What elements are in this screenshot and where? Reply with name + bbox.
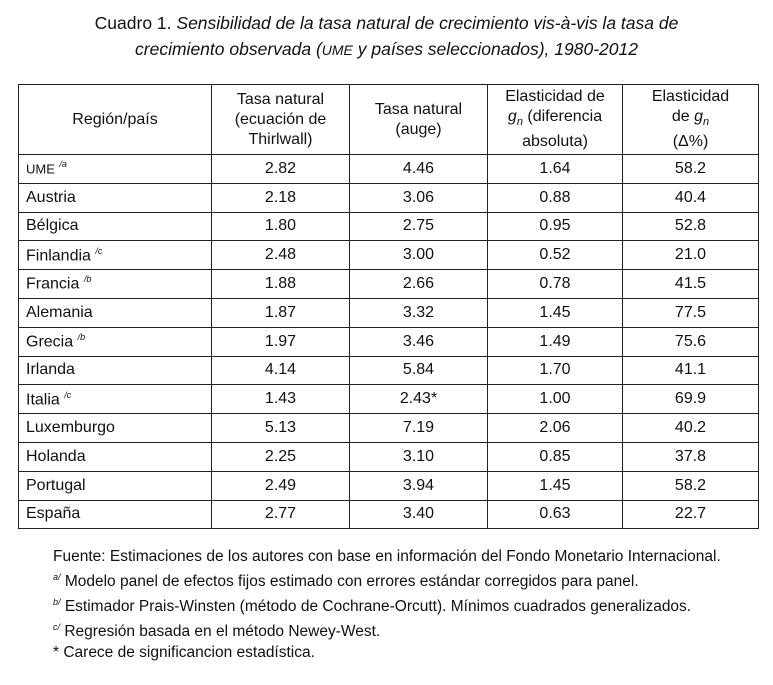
- region-cell: [19, 241, 212, 270]
- footnote-text: Modelo panel de efectos fijos estimado con errores estándar corregidos para panel.: [60, 573, 639, 591]
- footnote-text: Estimador Prais-Winsten (método de Cochrane-Orcutt). Mínimos cuadrados generalizados.: [60, 598, 692, 616]
- header-line: absoluta): [522, 133, 588, 150]
- region-name: Francia: [26, 275, 80, 293]
- header-line: (ecuación de: [234, 110, 327, 128]
- header-line: (auge): [395, 120, 442, 138]
- footnote-item: [18, 567, 754, 592]
- header-line: Elasticidad: [651, 88, 730, 105]
- caption-text-3: y países seleccionados), 1980-2012: [352, 39, 638, 59]
- value-cell-c4: 40.2: [623, 414, 759, 443]
- header-elasticidad-pct: [623, 85, 759, 155]
- table-row: [19, 298, 759, 327]
- value-cell-c1: 2.77: [212, 500, 350, 529]
- value-cell-c4: 22.7: [623, 500, 759, 529]
- value-cell-c1: 5.13: [212, 414, 350, 443]
- footnote-mark: a/: [53, 572, 61, 582]
- footnote-item: [18, 617, 754, 642]
- footnote-mark: /c: [64, 389, 72, 400]
- header-g-sub: n: [703, 116, 710, 128]
- header-text: (diferencia: [522, 108, 603, 125]
- value-cell-c4: 21.0: [623, 241, 759, 270]
- value-cell-c1: 2.48: [212, 241, 350, 270]
- header-region: Región/país: [19, 85, 212, 155]
- value-cell-c3: 1.64: [488, 155, 623, 184]
- value-cell-c1: 1.87: [212, 298, 350, 327]
- footnote-item: [18, 592, 754, 617]
- source-note: Fuente: Estimaciones de los autores con base en información del Fondo Monetario Internacional.: [53, 548, 721, 565]
- value-cell-c3: 1.45: [488, 471, 623, 500]
- region-name: Austria: [26, 188, 76, 206]
- footnote-item: [18, 642, 754, 663]
- value-cell-c2: 5.84: [350, 356, 488, 385]
- header-tasa-natural-thirlwall: [212, 85, 350, 155]
- header-g-sub: n: [516, 116, 523, 128]
- header-line: Elasticidad de: [505, 88, 605, 105]
- table-notes: [18, 546, 754, 663]
- footnote-text: Regresión basada en el método Newey-West.: [60, 623, 381, 641]
- region-cell: [19, 500, 212, 529]
- header-elasticidad-absoluta: [488, 85, 623, 155]
- header-g: g: [507, 108, 517, 125]
- header-line: Tasa natural: [374, 100, 463, 118]
- value-cell-c2: 2.75: [350, 212, 488, 241]
- header-g: g: [694, 108, 704, 125]
- region-name: España: [26, 505, 81, 523]
- footnote-mark: /b: [77, 332, 86, 343]
- value-cell-c4: 40.4: [623, 183, 759, 212]
- region-cell: [19, 298, 212, 327]
- region-cell: [19, 183, 212, 212]
- header-line: [488, 107, 622, 132]
- table-row: [19, 471, 759, 500]
- table-row: [19, 155, 759, 184]
- header-tasa-natural-auge: [350, 85, 488, 155]
- data-table: [18, 84, 759, 529]
- value-cell-c2: 7.19: [350, 414, 488, 443]
- value-cell-c4: 58.2: [623, 471, 759, 500]
- table-row: [19, 385, 759, 414]
- caption-line-1: [0, 10, 773, 36]
- region-name: Luxemburgo: [26, 419, 115, 437]
- value-cell-c4: 75.6: [623, 327, 759, 356]
- value-cell-c1: 1.43: [212, 385, 350, 414]
- value-cell-c2: 3.46: [350, 327, 488, 356]
- value-cell-c2: 2.66: [350, 270, 488, 299]
- value-cell-c2: 4.46: [350, 155, 488, 184]
- value-cell-c4: 41.5: [623, 270, 759, 299]
- region-name: Grecia: [26, 333, 74, 351]
- table-caption: [0, 10, 773, 63]
- region-cell: [19, 327, 212, 356]
- value-cell-c4: 58.2: [623, 155, 759, 184]
- caption-label: Cuadro 1.: [94, 13, 172, 33]
- value-cell-c2: 3.94: [350, 471, 488, 500]
- footnote-mark: /b: [83, 274, 92, 285]
- header-line: (Δ%): [672, 133, 709, 150]
- region-cell: [19, 471, 212, 500]
- table-row: [19, 442, 759, 471]
- value-cell-c4: 77.5: [623, 298, 759, 327]
- region-cell: [19, 212, 212, 241]
- table-row: [19, 356, 759, 385]
- value-cell-c3: 0.78: [488, 270, 623, 299]
- value-cell-c2: 3.40: [350, 500, 488, 529]
- value-cell-c3: 0.95: [488, 212, 623, 241]
- region-name: Italia: [26, 390, 60, 408]
- value-cell-c4: 41.1: [623, 356, 759, 385]
- value-cell-c3: 0.85: [488, 442, 623, 471]
- header-line: Tasa natural: [236, 90, 325, 108]
- region-cell: [19, 414, 212, 443]
- value-cell-c1: 2.49: [212, 471, 350, 500]
- value-cell-c1: 4.14: [212, 356, 350, 385]
- value-cell-c1: 2.25: [212, 442, 350, 471]
- value-cell-c3: 0.88: [488, 183, 623, 212]
- region-cell: [19, 442, 212, 471]
- caption-text-2: crecimiento observada (: [135, 39, 322, 59]
- value-cell-c1: 1.97: [212, 327, 350, 356]
- table-row: [19, 500, 759, 529]
- region-name: Bélgica: [26, 217, 79, 235]
- value-cell-c4: 52.8: [623, 212, 759, 241]
- value-cell-c2: 3.00: [350, 241, 488, 270]
- region-cell: [19, 270, 212, 299]
- header-text: de: [671, 108, 695, 125]
- value-cell-c2: 3.10: [350, 442, 488, 471]
- region-name: Irlanda: [26, 361, 75, 379]
- table-row: [19, 270, 759, 299]
- region-cell: [19, 385, 212, 414]
- value-cell-c4: 37.8: [623, 442, 759, 471]
- header-line: [623, 107, 758, 132]
- region-name: Portugal: [26, 476, 86, 494]
- value-cell-c3: 2.06: [488, 414, 623, 443]
- value-cell-c1: 2.18: [212, 183, 350, 212]
- value-cell-c2: 3.32: [350, 298, 488, 327]
- region-name: Holanda: [26, 447, 86, 465]
- value-cell-c3: 1.49: [488, 327, 623, 356]
- value-cell-c3: 1.70: [488, 356, 623, 385]
- region-name: Finlandia: [26, 246, 91, 264]
- caption-abbr: UME: [321, 42, 353, 58]
- table-row: [19, 241, 759, 270]
- table-row: [19, 212, 759, 241]
- table-row: [19, 183, 759, 212]
- caption-text-1: Sensibilidad de la tasa natural de crecimiento vis-à-vis la tasa de: [171, 13, 679, 33]
- region-cell: [19, 155, 212, 184]
- region-name: Alemania: [26, 303, 93, 321]
- header-row: [19, 85, 759, 155]
- value-cell-c3: 0.52: [488, 241, 623, 270]
- header-line: Thirlwall): [248, 130, 313, 148]
- footnote-mark: /c: [95, 245, 103, 256]
- table-row: [19, 414, 759, 443]
- value-cell-c1: 1.88: [212, 270, 350, 299]
- value-cell-c3: 1.00: [488, 385, 623, 414]
- footnote-mark: c/: [53, 622, 61, 633]
- table-row: [19, 327, 759, 356]
- caption-line-2: [0, 36, 773, 63]
- value-cell-c1: 2.82: [212, 155, 350, 184]
- footnote-mark: b/: [53, 597, 61, 608]
- value-cell-c2: 2.43*: [350, 385, 488, 414]
- footnote-text: * Carece de significancion estadística.: [53, 644, 315, 662]
- value-cell-c4: 69.9: [623, 385, 759, 414]
- value-cell-c3: 0.63: [488, 500, 623, 529]
- value-cell-c1: 1.80: [212, 212, 350, 241]
- region-name: UME: [26, 161, 55, 177]
- value-cell-c3: 1.45: [488, 298, 623, 327]
- footnote-mark: /a: [59, 159, 67, 170]
- value-cell-c2: 3.06: [350, 183, 488, 212]
- region-cell: [19, 356, 212, 385]
